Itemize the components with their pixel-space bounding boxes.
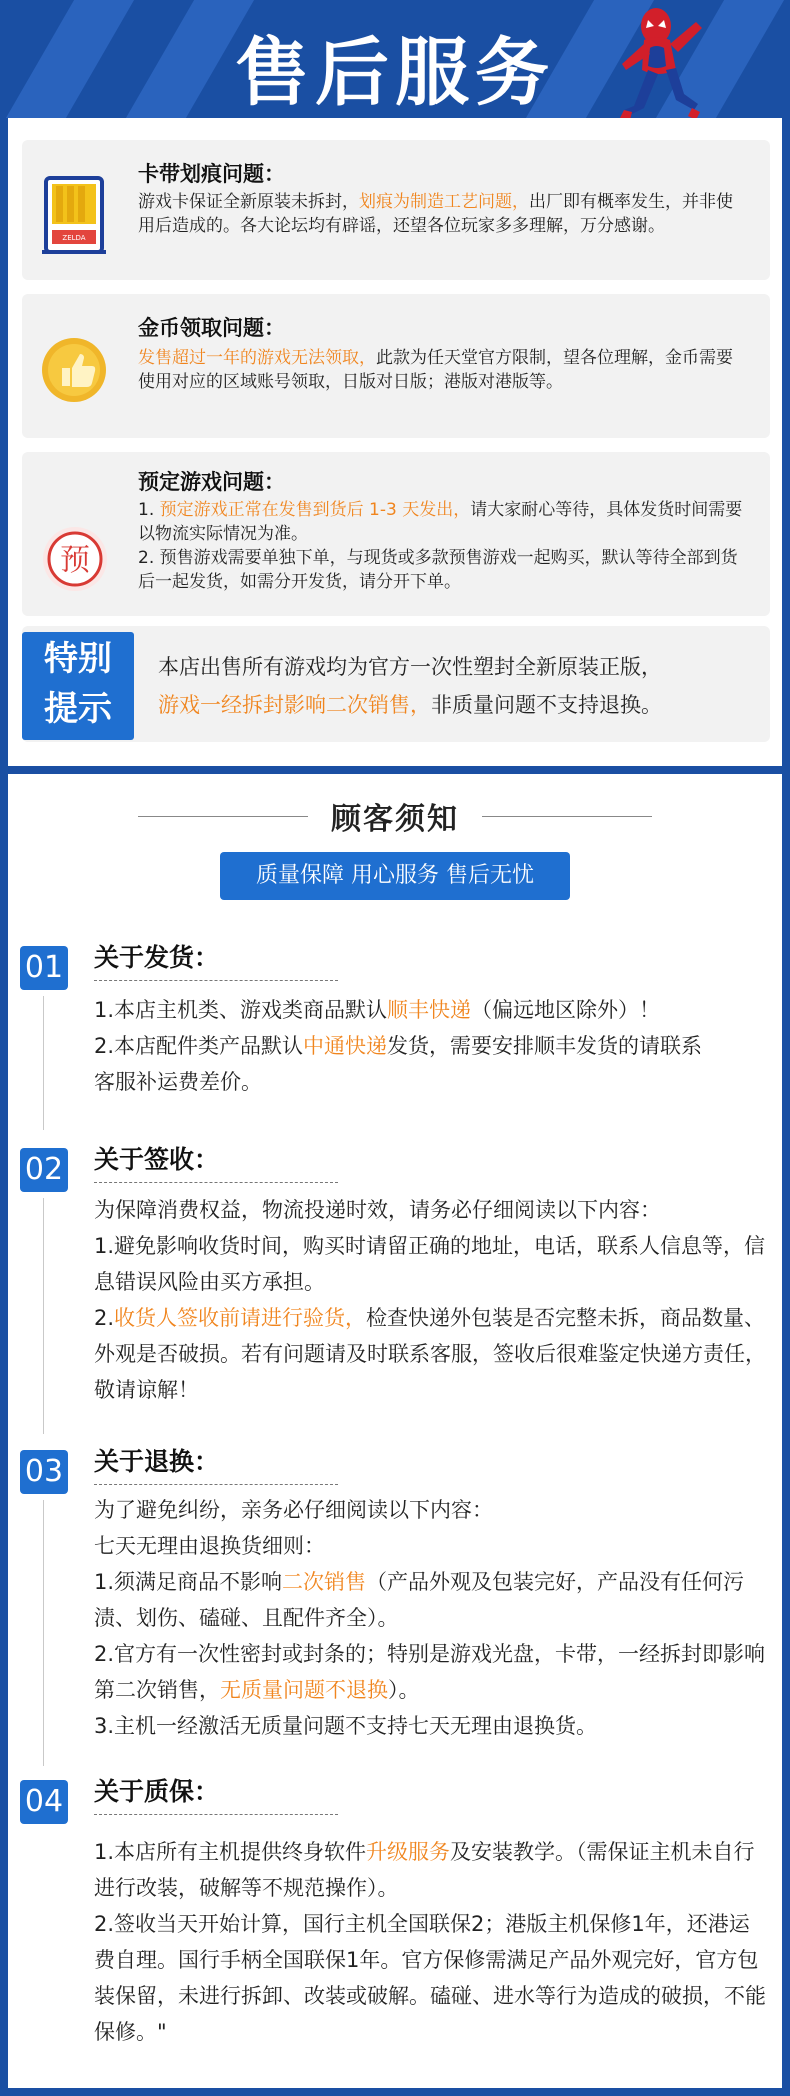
item-text: 2.官方有一次性密封或封条的；特别是游戏光盘，卡带，一经拆封即影响第二次销售， — [94, 1642, 766, 1702]
item-text: （产品外观及包装完好，产品没有任何污渍、划伤、磕碰、且配件齐全）。 — [94, 1570, 745, 1630]
notice-item-receipt — [8, 1140, 782, 1440]
card-text: 出厂即有概率发生，并非使用后造成的。各大论坛均有辟谣，还望各位玩家多多理解，万分感谢。 — [138, 192, 733, 236]
special-notice — [22, 626, 770, 742]
special-notice-text — [158, 648, 760, 724]
notice-highlight: 游戏一经拆封影响二次销售， — [158, 693, 431, 717]
special-notice-badge — [22, 632, 134, 740]
item-text: 检查快递外包装是否完整未拆，商品数量、外观是否破损。若有问题请及时联系客服，签收后很难鉴定快递方责任，敬请谅解！ — [94, 1306, 766, 1402]
item-number: 01 — [20, 946, 68, 990]
notice-text: 非质量问题不支持退换。 — [431, 693, 662, 717]
item-title: 关于签收： — [94, 1145, 220, 1174]
card-text: 此款为任天堂官方限制，望各位理解，金币需要使用对应的区域账号领取，日版对日版；港版对港版等。 — [138, 348, 733, 392]
notice-line: 本店出售所有游戏均为官方一次性塑封全新原装正版， — [158, 655, 662, 679]
customer-notice-section — [8, 774, 782, 2088]
after-sales-section — [8, 118, 782, 766]
notice-line — [158, 686, 760, 724]
notice-item-shipping — [8, 938, 782, 1138]
preorder-stamp-label: 预 — [60, 543, 90, 578]
badge-text: 提示 — [44, 689, 112, 729]
timeline-line — [43, 1500, 44, 1766]
card-text: 2. 预售游戏需要单独下单，与现货或多款预售游戏一起购买，默认等待全部到货后一起发货，如需分开发货，请分开下单。 — [138, 548, 738, 592]
preorder-stamp-icon — [40, 524, 110, 594]
item-line — [94, 1028, 770, 1100]
notice-item-returns — [8, 1442, 782, 1772]
spiderman-mascot-icon — [608, 4, 708, 118]
title-underline — [94, 980, 338, 981]
timeline-line — [43, 996, 44, 1130]
card-highlight: 发售超过一年的游戏无法领取， — [138, 348, 376, 368]
card-title: 金币领取问题： — [138, 316, 285, 340]
item-text: 发货，需要安排顺丰发货的请联系客服补运费差价。 — [94, 1034, 703, 1094]
item-title: 关于发货： — [94, 943, 220, 972]
card-highlight: 预定游戏正常在发售到货后 1-3 天发出， — [159, 500, 471, 520]
item-body — [94, 1492, 770, 1744]
item-text: 2. — [94, 1306, 115, 1330]
card-line — [138, 498, 746, 546]
page-title: 售后服务 — [235, 30, 555, 116]
card-text: 1. — [138, 500, 160, 520]
section-title: 顾客须知 — [331, 802, 459, 837]
item-highlight: 升级服务 — [366, 1840, 451, 1864]
item-text: 1.本店主机类、游戏类商品默认 — [94, 998, 388, 1022]
notice-item-warranty — [8, 1772, 782, 2082]
item-line: 1.避免影响收货时间，购买时请留正确的地址，电话，联系人信息等，信息错误风险由买方承担。 — [94, 1234, 766, 1294]
title-underline — [94, 1182, 338, 1183]
card-scratch-issue — [22, 140, 770, 280]
item-line — [94, 1636, 770, 1708]
item-title: 关于退换： — [94, 1447, 220, 1476]
item-line: 为保障消费权益，物流投递时效，请务必仔细阅读以下内容： — [94, 1198, 661, 1222]
item-line — [94, 992, 770, 1028]
card-title: 预定游戏问题： — [138, 470, 285, 494]
item-number: 02 — [20, 1148, 68, 1192]
item-highlight: 收货人签收前请进行验货， — [114, 1306, 367, 1330]
item-highlight: 无质量问题不退换 — [220, 1678, 388, 1702]
card-body — [138, 498, 746, 594]
item-text: 2.本店配件类产品默认 — [94, 1034, 304, 1058]
item-number: 04 — [20, 1780, 68, 1824]
item-text: 1.须满足商品不影响 — [94, 1570, 283, 1594]
item-line — [94, 1300, 770, 1408]
card-body — [138, 190, 746, 238]
item-body — [94, 1192, 770, 1408]
item-text: 及安装教学。（需保证主机未自行进行改装，破解等不规范操作）。 — [94, 1840, 755, 1900]
title-underline — [94, 1814, 338, 1815]
item-highlight: 二次销售 — [282, 1570, 367, 1594]
thumbs-up-coin-icon — [40, 336, 108, 404]
item-highlight: 顺丰快递 — [387, 998, 472, 1022]
item-line — [94, 1834, 770, 1906]
title-underline — [94, 1484, 338, 1485]
item-text: ）。 — [388, 1678, 420, 1702]
cartridge-label: ZELDA — [62, 234, 86, 242]
card-preorder-issue — [22, 452, 770, 616]
item-line — [94, 1564, 770, 1636]
item-number: 03 — [20, 1450, 68, 1494]
item-title: 关于质保： — [94, 1777, 220, 1806]
card-title: 卡带划痕问题： — [138, 162, 285, 186]
service-slogan: 质量保障 用心服务 售后无忧 — [220, 852, 570, 900]
item-line: 七天无理由退换货细则： — [94, 1534, 325, 1558]
card-line — [138, 546, 746, 594]
card-highlight: 划痕为制造工艺问题， — [359, 192, 529, 212]
item-line: 为了避免纠纷，亲务必仔细阅读以下内容： — [94, 1498, 493, 1522]
header-banner — [0, 0, 790, 118]
game-cartridge-icon — [42, 176, 106, 256]
item-highlight: 中通快递 — [303, 1034, 388, 1058]
card-body — [138, 346, 746, 394]
item-body — [94, 1834, 770, 2050]
item-line: 3.主机一经激活无质量问题不支持七天无理由退换货。 — [94, 1714, 598, 1738]
timeline-line — [43, 1198, 44, 1434]
item-line: 2.签收当天开始计算，国行主机全国联保2；港版主机保修1年，还港运费自理。国行手柄全国联保1年。官方保修需满足产品外观完好，官方包装保留，未进行拆卸、改装或破解。磕碰、进水等行为造成的破损，不能保修。" — [94, 1912, 766, 2044]
card-coin-issue — [22, 294, 770, 438]
badge-text: 特别 — [44, 639, 112, 679]
item-body — [94, 992, 770, 1100]
card-text: 请大家耐心等待，具体发货时间需要以物流实际情况为准。 — [138, 500, 743, 544]
item-text: （偏远地区除外）！ — [471, 998, 661, 1022]
item-text: 1.本店所有主机提供终身软件 — [94, 1840, 367, 1864]
card-text: 游戏卡保证全新原装未拆封， — [138, 192, 359, 212]
